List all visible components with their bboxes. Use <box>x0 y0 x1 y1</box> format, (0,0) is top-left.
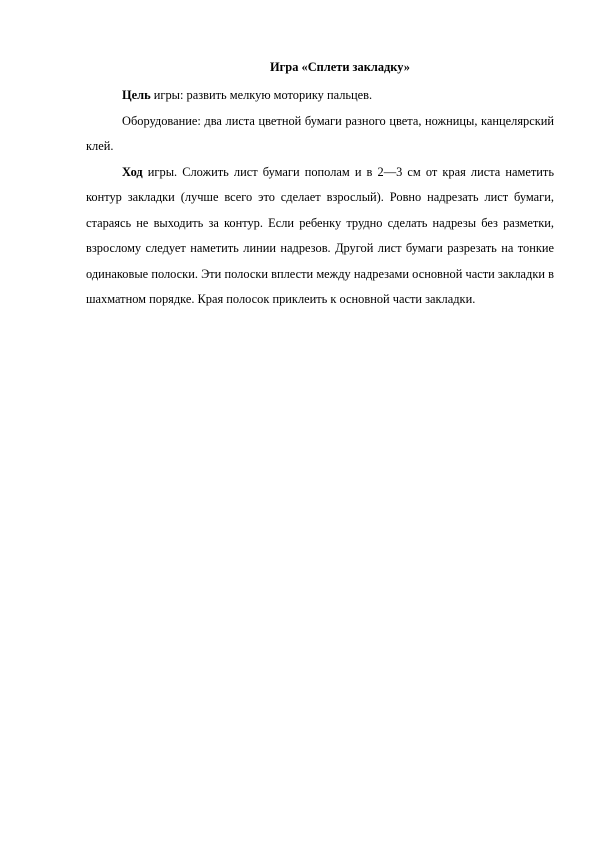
paragraph-procedure-text: игры. Сложить лист бумаги пополам и в 2—3 см от края листа наметить контур закладки (лучше всего это сделает взрослый). Ровно надрезать лист бумаги, стараясь не выходить за контур. Если ребенку трудно сделать надрезы без разметки, взрослому следует наметить линии надрезов. Другой лист бумаги разрезать на тонкие одинаковые полоски. Эти полоски вплести между надрезами основной части закладки в шахматном порядке. Края полосок приклеить к основной части закладки. <box>86 164 554 306</box>
paragraph-goal <box>86 83 554 109</box>
document-title: Игра «Сплети закладку» <box>270 60 410 74</box>
paragraph-equipment-text: Оборудование: два листа цветной бумаги разного цвета, ножницы, канцелярский клей. <box>86 113 554 153</box>
paragraph-procedure-lead: Ход <box>122 164 143 179</box>
paragraph-goal-text: игры: развить мелкую моторику пальцев. <box>150 88 373 102</box>
document-body <box>86 57 554 313</box>
paragraph-goal-lead: Цель <box>122 88 151 102</box>
paragraph-equipment <box>86 109 554 160</box>
paragraph-procedure <box>86 160 554 313</box>
